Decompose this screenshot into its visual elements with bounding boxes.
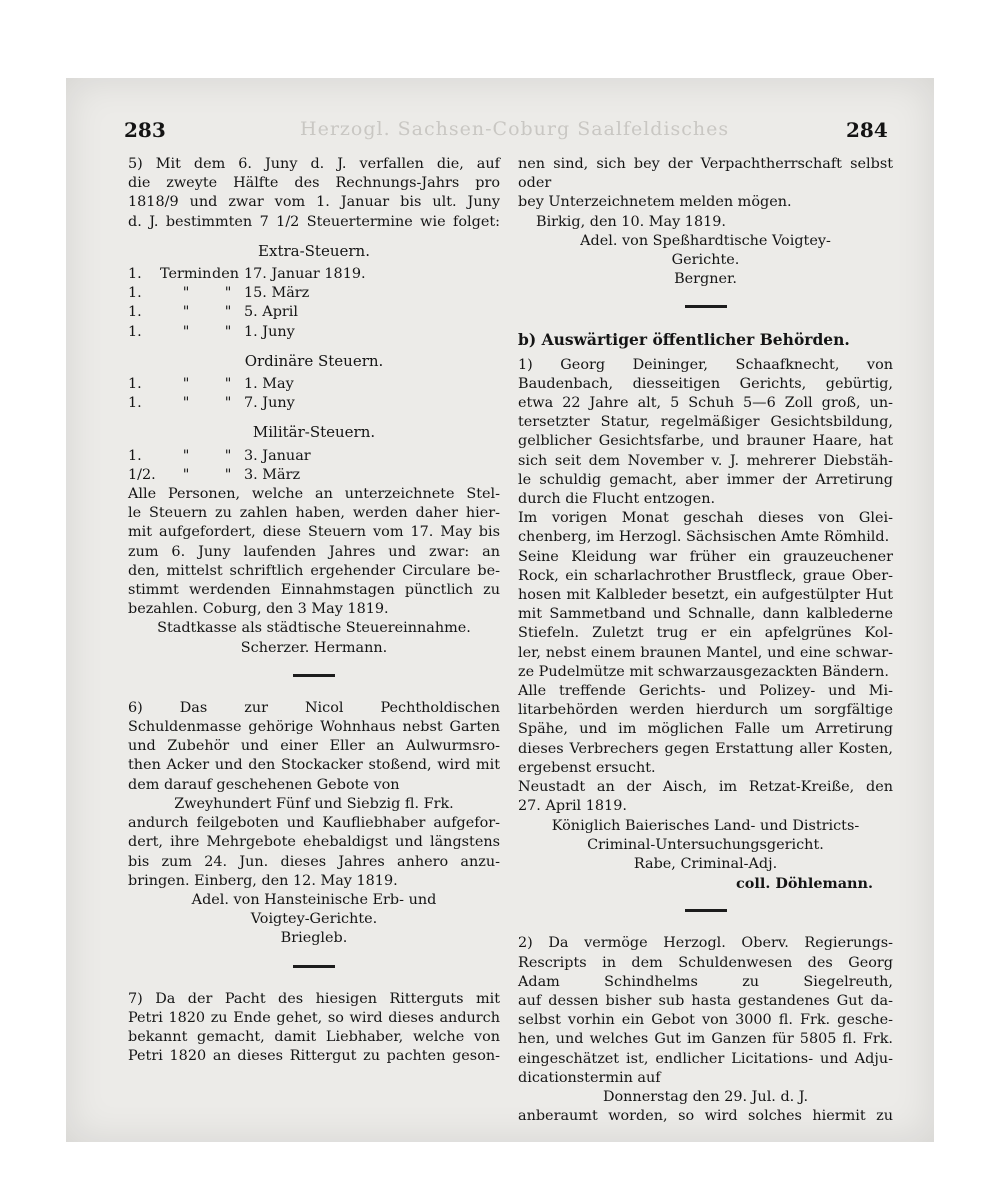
text-line: stimmt werdenden Einnahmstagen pünctlich zu bbox=[128, 582, 500, 599]
separator-rule bbox=[685, 305, 727, 308]
extra-steuern-title: Extra-Steuern. bbox=[258, 241, 370, 260]
text-line: den, mittelst schriftlich ergehender Circulare be- bbox=[128, 562, 500, 579]
section-heading-b: b) Auswärtiger öffentlicher Behörden. bbox=[518, 330, 850, 350]
row-cell: " bbox=[182, 376, 190, 393]
text-line: bis zum 24. Jun. dieses Jahres anhero anzu- bbox=[128, 853, 500, 870]
extra-steuern-table bbox=[128, 265, 500, 342]
text-line: le schuldig gemacht, aber immer der Arretirung bbox=[518, 471, 893, 488]
text-line: Rock, ein scharlachrother Brustfleck, graue Ober- bbox=[518, 567, 893, 584]
row-number: 1. bbox=[128, 376, 142, 393]
text-line: dieses Verbrechers gegen Erstattung aller Kosten, bbox=[518, 740, 893, 757]
notice-7 bbox=[128, 990, 500, 1067]
notice-b2 bbox=[518, 934, 893, 1126]
text-line: Baudenbach, diesseitigen Gerichts, gebürtig, bbox=[518, 375, 893, 392]
amount-line: Zweyhundert Fünf und Siebzig fl. Frk. bbox=[174, 795, 454, 812]
text-line: dem darauf geschehenen Gebote von bbox=[128, 776, 400, 793]
separator-rule bbox=[293, 965, 335, 968]
row-cell: " bbox=[224, 466, 232, 483]
text-line: die zweyte Hälfte des Rechnungs-Jahrs pro bbox=[128, 175, 500, 192]
row-date: 5. April bbox=[244, 304, 298, 321]
row-number: 1. bbox=[128, 395, 142, 412]
left-column bbox=[128, 155, 500, 1066]
separator-rule bbox=[293, 674, 335, 677]
text-line: Spähe, und im möglichen Falle um Arretirung bbox=[518, 721, 893, 738]
row-cell: " bbox=[182, 323, 190, 340]
text-line: bey Unterzeichnetem melden mögen. bbox=[518, 194, 792, 211]
text-line: 1818/9 und zwar vom 1. Januar bis ult. Juny bbox=[128, 194, 500, 211]
text-line: bezahlen. Coburg, den 3 May 1819. bbox=[128, 601, 389, 618]
table-row bbox=[128, 375, 500, 394]
row-date: 7. Juny bbox=[244, 395, 295, 412]
text-line: etwa 22 Jahre alt, 5 Schuh 5—6 Zoll groß, un- bbox=[518, 395, 893, 412]
signature-line: Bergner. bbox=[674, 271, 737, 288]
text-line: selbst vorhin ein Gebot von 3000 fl. Frk. gesche- bbox=[518, 1012, 893, 1029]
text-line: Petri 1820 an dieses Rittergut zu pachten geson- bbox=[128, 1048, 500, 1065]
text-line: 7) Da der Pacht des hiesigen Ritterguts mit bbox=[128, 990, 500, 1007]
row-number: 1/2. bbox=[128, 466, 156, 483]
notice-5 bbox=[128, 155, 500, 658]
text-line: zum 6. Juny laufenden Jahres und zwar: an bbox=[128, 543, 500, 560]
text-line: sich seit dem November v. J. mehrerer Diebstäh- bbox=[518, 452, 893, 469]
row-cell: " bbox=[224, 447, 232, 464]
text-line: chenberg, im Herzogl. Sächsischen Amte Römhild. bbox=[518, 529, 890, 546]
row-number: 1. bbox=[128, 266, 142, 283]
table-row bbox=[128, 466, 500, 485]
row-cell: " bbox=[224, 395, 232, 412]
text-line: dicationstermin auf bbox=[518, 1069, 661, 1086]
row-number: 1. bbox=[128, 285, 142, 302]
signature-line: Rabe, Criminal-Adj. bbox=[633, 855, 778, 872]
signature-line: Criminal-Untersuchungsgericht. bbox=[587, 836, 824, 853]
text-line: Alle Personen, welche an unterzeichnete Stel- bbox=[128, 486, 500, 503]
table-row bbox=[128, 265, 500, 284]
page-number-right: 284 bbox=[846, 118, 888, 142]
row-date: 3. März bbox=[244, 466, 301, 483]
text-line: 6) Das zur Nicol Pechtholdischen bbox=[128, 699, 500, 716]
row-cell: " bbox=[182, 285, 190, 302]
row-cell: den bbox=[212, 266, 239, 283]
signature-line: coll. Döhlemann. bbox=[736, 875, 873, 893]
row-cell: " bbox=[224, 376, 232, 393]
text-line: Alle treffende Gerichts- und Polizey- und Mi- bbox=[518, 683, 893, 700]
text-line: auf dessen bisher sub hasta gestandenes Gut da- bbox=[518, 992, 893, 1009]
text-line: d. J. bestimmten 7 1/2 Steuertermine wie folget: bbox=[128, 213, 500, 230]
text-line: eingeschätzet ist, endlicher Licitations- und Adju- bbox=[518, 1050, 893, 1067]
row-number: 1. bbox=[128, 304, 142, 321]
text-line: Birkig, den 10. May 1819. bbox=[536, 213, 726, 230]
row-number: 1. bbox=[128, 323, 142, 340]
page-number-left: 283 bbox=[124, 118, 166, 142]
text-line: ergebenst ersucht. bbox=[518, 759, 656, 776]
table-row bbox=[128, 447, 500, 466]
text-line: 1) Georg Deininger, Schaafknecht, von bbox=[518, 356, 893, 373]
text-line: hosen mit Kalbleder besetzt, ein aufgestülpter Hut bbox=[518, 587, 893, 604]
table-row bbox=[128, 284, 500, 303]
date-line: Donnerstag den 29. Jul. d. J. bbox=[602, 1088, 809, 1105]
signature-line: Gerichte. bbox=[671, 252, 740, 269]
signature-line: Adel. von Speßhardtische Voigtey- bbox=[580, 232, 831, 249]
text-line: bringen. Einberg, den 12. May 1819. bbox=[128, 872, 398, 889]
text-line: andurch feilgeboten und Kaufliebhaber aufgefor- bbox=[128, 815, 500, 832]
text-line: anberaumt worden, so wird solches hiermit zu bbox=[518, 1108, 893, 1125]
text-line: gelblicher Gesichtsfarbe, und brauner Haare, hat bbox=[518, 433, 893, 450]
notice-6 bbox=[128, 699, 500, 949]
text-line: Petri 1820 zu Ende gehet, so wird dieses andurch bbox=[128, 1009, 500, 1026]
text-line: Im vorigen Monat geschah dieses von Glei- bbox=[518, 510, 893, 527]
text-line: le Steuern zu zahlen haben, werden daher hier- bbox=[128, 505, 500, 522]
row-cell: " bbox=[224, 304, 232, 321]
text-line: nen sind, sich bey der Verpachtherrschaft selbst oder bbox=[518, 156, 893, 192]
text-line: Neustadt an der Aisch, im Retzat-Kreiße, den bbox=[518, 779, 893, 796]
table-row bbox=[128, 394, 500, 413]
right-column bbox=[518, 155, 893, 1126]
signature-line: Briegleb. bbox=[280, 930, 348, 947]
ordinaere-steuern-table bbox=[128, 375, 500, 413]
table-row bbox=[128, 323, 500, 342]
row-cell: " bbox=[182, 395, 190, 412]
text-line: mit aufgefordert, diese Steuern vom 17. May bis bbox=[128, 524, 500, 541]
text-line: durch die Flucht entzogen. bbox=[518, 491, 716, 508]
row-cell: " bbox=[182, 447, 190, 464]
row-cell: " bbox=[224, 285, 232, 302]
text-line: ze Pudelmütze mit schwarzausgezackten Bändern. bbox=[518, 663, 889, 680]
text-line: Adam Schindhelms zu Siegelreuth, bbox=[518, 973, 893, 990]
text-line: ler, nebst einem braunen Mantel, und eine schwar- bbox=[518, 644, 893, 661]
signature-line: Adel. von Hansteinische Erb- und bbox=[191, 891, 437, 908]
text-line: und Zubehör und einer Eller an Aulwurmsro- bbox=[128, 738, 500, 755]
militaer-steuern-table bbox=[128, 447, 500, 485]
text-line: Schuldenmasse gehörige Wohnhaus nebst Garten bbox=[128, 719, 500, 736]
militaer-steuern-title: Militär-Steuern. bbox=[252, 423, 376, 442]
notice-7-continued bbox=[518, 155, 893, 289]
text-line: tersetzter Statur, regelmäßiger Gesichtsbildung, bbox=[518, 414, 893, 431]
running-head: Herzogl. Sachsen-Coburg Saalfeldisches bbox=[300, 118, 730, 140]
row-cell: " bbox=[224, 323, 232, 340]
row-date: 1. May bbox=[244, 376, 294, 393]
text-line: Seine Kleidung war früher ein grauzeuchener bbox=[518, 548, 893, 565]
signature-line: Scherzer. Hermann. bbox=[240, 639, 388, 656]
text-line: mit Sammetband und Schnalle, dann kalblederne bbox=[518, 606, 893, 623]
row-date: 1. Juny bbox=[244, 323, 295, 340]
text-line: Rescripts in dem Schuldenwesen des Georg bbox=[518, 954, 893, 971]
row-date: 3. Januar bbox=[244, 447, 311, 464]
text-line: Stiefeln. Zuletzt trug er ein apfelgrünes Kol- bbox=[518, 625, 893, 642]
text-line: dert, ihre Mehrgebote ehebaldigst und längstens bbox=[128, 834, 500, 851]
text-line: 5) Mit dem 6. Juny d. J. verfallen die, auf bbox=[128, 156, 500, 172]
text-line: bekannt gemacht, damit Liebhaber, welche von bbox=[128, 1028, 500, 1045]
text-line: litarbehörden werden hierdurch um sorgfältige bbox=[518, 702, 893, 719]
table-row bbox=[128, 303, 500, 322]
text-line: 27. April 1819. bbox=[518, 798, 627, 815]
notice-b1 bbox=[518, 356, 893, 894]
text-line: then Acker und den Stockacker stoßend, wird mit bbox=[128, 757, 500, 774]
row-date: 15. März bbox=[244, 285, 310, 302]
row-date: 17. Januar 1819. bbox=[244, 266, 366, 283]
row-cell: " bbox=[182, 466, 190, 483]
text-line: hen, und welches Gut im Ganzen für 5805 fl. Frk. bbox=[518, 1031, 893, 1048]
row-cell: Termin bbox=[160, 266, 212, 283]
signature-line: Königlich Baierisches Land- und Districts- bbox=[551, 817, 860, 834]
row-cell: " bbox=[182, 304, 190, 321]
signature-line: Voigtey-Gerichte. bbox=[250, 911, 378, 928]
row-number: 1. bbox=[128, 447, 142, 464]
text-line: 2) Da vermöge Herzogl. Oberv. Regierungs- bbox=[518, 935, 893, 952]
signature-line: Stadtkasse als städtische Steuereinnahme. bbox=[157, 620, 471, 637]
separator-rule bbox=[685, 909, 727, 912]
ordinaere-steuern-title: Ordinäre Steuern. bbox=[244, 351, 384, 370]
